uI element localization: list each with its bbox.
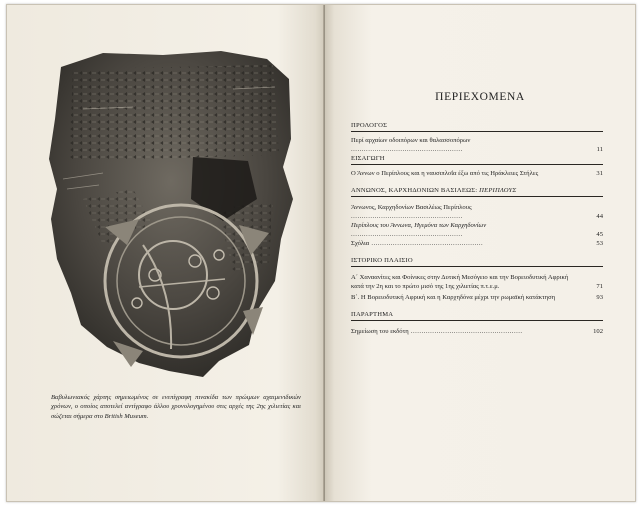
toc-entry[interactable]: Σημείωση του εκδότη ..... 102: [351, 327, 603, 336]
toc-page-number: 31: [596, 170, 603, 177]
toc-page-number: 93: [596, 294, 603, 301]
left-page: [7, 5, 325, 501]
table-of-contents: [351, 117, 603, 336]
toc-page-number: 44: [596, 213, 603, 220]
toc-page-number: 71: [596, 283, 603, 290]
toc-entry[interactable]: Ο Άννων ο Περίπλους και η ναυσιπλοΐα έξω από τις Ηράκλειες Στήλες 31: [351, 170, 603, 177]
toc-entry[interactable]: Σχόλια ..... 53: [351, 239, 603, 248]
babylonian-map-tablet-image: [43, 49, 295, 379]
toc-title: ΠΕΡΙΕΧΟΜΕΝΑ: [435, 91, 525, 103]
figure-caption: Βαβυλωνιακός χάρτης σημειωμένος σε ενεπίγραφη πινακίδα των πρώιμων αχαιμενιδικών χρόνων, ο οποίος αποτελεί αντίγραφο άλλου χρονολογημένου στις αρχές της 2ης χιλιετίας και σώζεται σήμερα στο British Museum.: [51, 394, 301, 420]
toc-entry[interactable]: Άννωνος, Καρχηδονίων Βασιλέως Περίπλους ..... 44: [351, 203, 603, 221]
toc-page-number: 53: [596, 240, 603, 247]
toc-section-heading: ΠΑΡΑΡΤΗΜΑ: [351, 310, 603, 321]
toc-section-heading: ΙΣΤΟΡΙΚΟ ΠΛΑΙΣΙΟ: [351, 256, 603, 267]
toc-section-heading: ΑΝΝΩΝΟΣ, ΚΑΡΧΗΔΟΝΙΩΝ ΒΑΣΙΛΕΩΣ: ΠΕΡΙΠΛΟΥΣ: [351, 186, 603, 197]
toc-entry[interactable]: Α΄ Χαναανίτες και Φοίνικες στην Δυτική Μεσόγειο και την Βορειοδυτική Αφρική κατά την 2η και το πρώτο μισό της 1ης χιλιετίας π.τ.ε.μ. 71: [351, 274, 603, 290]
toc-entry[interactable]: Β΄. Η Βορειοδυτική Αφρική και η Καρχηδόνα μέχρι την ρωμαϊκή κατάκτηση 93: [351, 294, 603, 301]
book-spread: [6, 4, 636, 502]
toc-entry[interactable]: Περίπλους του Άννωνα, Ηγεμόνα των Καρχηδονίων ..... 45: [351, 221, 603, 239]
toc-entry[interactable]: Περί αρχαίων οδοιπόρων και θαλασσοπόρων ..... 11: [351, 136, 603, 154]
toc-section-heading: ΕΙΣΑΓΩΓΗ: [351, 154, 603, 165]
toc-section-heading: ΠΡΟΛΟΓΟΣ: [351, 121, 603, 132]
toc-page-number: 102: [593, 328, 603, 335]
toc-page-number: 11: [596, 146, 603, 153]
toc-page-number: 45: [596, 231, 603, 238]
